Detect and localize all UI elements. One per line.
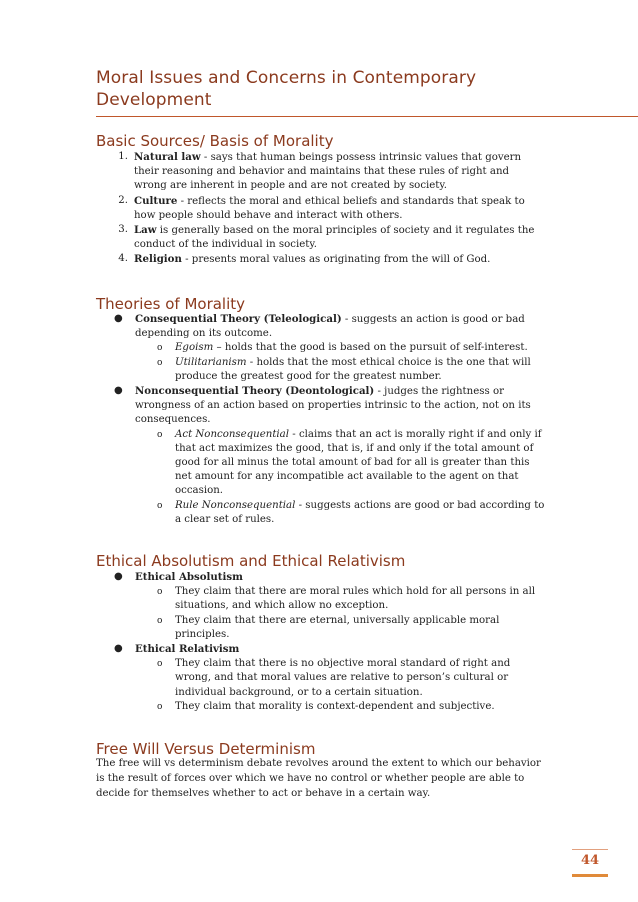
- circle-bullet-icon: o: [157, 357, 163, 368]
- item-term: Law: [134, 224, 157, 237]
- item-text: They claim that there are eternal, universally applicable moral principles.: [175, 614, 500, 640]
- page-number-bottom-bar: [572, 874, 608, 877]
- item-text: They claim that there are moral rules which hold for all persons in all situations, and which allow no exception.: [175, 586, 536, 612]
- item-term: Nonconsequential Theory (Deontological): [135, 385, 375, 398]
- section-heading-absolutism: Ethical Absolutism and Ethical Relativism: [96, 552, 406, 570]
- item-term: Ethical Absolutism: [135, 571, 243, 583]
- sub-list-item: [135, 341, 545, 355]
- item-term: Rule Nonconsequential: [175, 499, 296, 511]
- item-term: Culture: [134, 194, 178, 207]
- item-term: Utilitarianism: [175, 356, 247, 368]
- item-term: Ethical Relativism: [135, 643, 240, 656]
- sub-list: [135, 585, 545, 642]
- page-number-top-rule: [572, 849, 608, 850]
- list-item: 2. Culture - reflects the moral and ethical beliefs and standards that speak to how people should behave and interact with others.: [118, 194, 525, 221]
- circle-bullet-icon: o: [157, 500, 163, 511]
- list-item: [111, 642, 545, 714]
- list-item: 1. Natural law - says that human beings possess intrinsic values that govern their reasoning and behavior and maintains that these rules of right and wrong are inherent in people and are not created by society.: [118, 151, 522, 192]
- title-divider: [96, 116, 638, 117]
- item-text: - claims that an act is morally right if and only if that act maximizes the good, that is, if and only if the total amount of good for all minus the total amount of bad for all is greater than this net amount for any incompatible act available to the agent on that occasion.: [175, 428, 542, 497]
- sub-list: [135, 428, 545, 527]
- absolutism-list: [111, 570, 545, 714]
- item-text: - presents moral values as originating from the will of God.: [181, 254, 491, 266]
- sub-list-item: [135, 700, 545, 714]
- list-item: [111, 312, 545, 384]
- list-item: 4. Religion - presents moral values as originating from the will of God.: [118, 253, 491, 266]
- item-term: Act Nonconsequential: [175, 428, 290, 440]
- sub-list-item: [135, 657, 545, 700]
- item-text: - reflects the moral and ethical beliefs and standards that speak to how people should behave and interact with others.: [134, 195, 525, 221]
- list-item: 3. Law is generally based on the moral principles of society and it regulates the conduct of the individual in society.: [118, 224, 535, 251]
- item-text: - says that human beings possess intrinsic values that govern their reasoning and behavior and maintains that these rules of right and wrong are inherent in people and are not created by society.: [134, 152, 522, 192]
- section-heading-basic-sources: Basic Sources/ Basis of Morality: [96, 132, 334, 150]
- circle-bullet-icon: o: [157, 701, 163, 712]
- circle-bullet-icon: o: [157, 343, 163, 354]
- sub-list: [135, 341, 545, 384]
- item-text: - judges the rightness or wrongness of an action based on properties intrinsic to the action, not on its consequences.: [135, 386, 531, 426]
- sub-list-item: [135, 428, 545, 499]
- circle-bullet-icon: o: [157, 429, 163, 440]
- section-heading-free-will: Free Will Versus Determinism: [96, 740, 316, 758]
- bullet-icon: ●: [114, 643, 123, 655]
- item-text: - suggests actions are good or bad according to a clear set of rules.: [175, 499, 545, 525]
- item-text: They claim that there is no objective moral standard of right and wrong, and that moral values are relative to person’s cultural or individual background, or to a certain situation.: [175, 658, 511, 698]
- circle-bullet-icon: o: [157, 615, 163, 626]
- item-text: is generally based on the moral principles of society and it regulates the conduct of the individual in society.: [134, 225, 535, 251]
- circle-bullet-icon: o: [157, 659, 163, 670]
- bullet-icon: ●: [114, 571, 123, 582]
- basic-sources-list: [112, 150, 542, 268]
- item-text: – holds that the good is based on the pursuit of self-interest.: [213, 342, 528, 354]
- bullet-icon: ●: [114, 385, 123, 397]
- item-term: Egoism: [175, 342, 214, 354]
- free-will-paragraph: The free will vs determinism debate revolves around the extent to which our behavior is the result of forces over which we have no control or whether people are able to decide for themselves whether to act or behave in a certain way.: [96, 758, 541, 799]
- item-term: Natural law: [134, 151, 201, 163]
- sub-list-item: [135, 585, 545, 613]
- item-term: Religion: [134, 253, 182, 266]
- page-number: 44: [580, 853, 600, 868]
- item-text: - suggests an action is good or bad depending on its outcome.: [135, 314, 525, 340]
- sub-list-item: [135, 499, 545, 527]
- section-heading-theories: Theories of Morality: [96, 295, 246, 313]
- item-text: - holds that the most ethical choice is the one that will produce the greatest good for the greatest number.: [175, 356, 531, 382]
- list-item: [111, 384, 545, 527]
- sub-list: [135, 657, 545, 714]
- sub-list-item: [135, 356, 545, 384]
- sub-list-item: [135, 614, 545, 642]
- page-title: Moral Issues and Concerns in Contemporary Development: [96, 68, 477, 110]
- theories-list: [111, 312, 545, 527]
- item-term: Consequential Theory (Teleological): [135, 313, 342, 325]
- bullet-icon: ●: [114, 313, 123, 324]
- list-item: [111, 570, 545, 642]
- circle-bullet-icon: o: [157, 587, 163, 598]
- item-text: They claim that morality is context-dependent and subjective.: [175, 700, 495, 712]
